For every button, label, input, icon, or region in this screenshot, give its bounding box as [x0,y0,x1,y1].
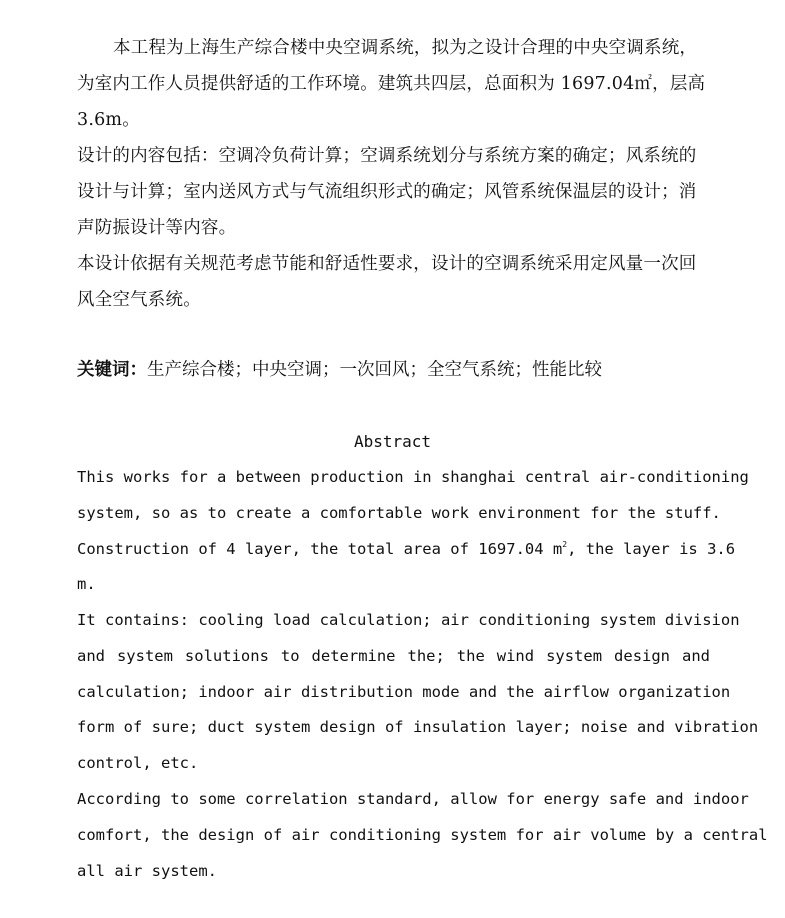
english-text-line: form of sure; duct system design of insulation layer; noise and vibration [77,718,759,737]
chinese-paragraph-basis [77,246,717,318]
chinese-text-line: 3.6m。 [77,110,140,130]
english-text-line: m. [77,575,96,594]
english-text-line: calculation; indoor air distribution mode and the airflow organization [77,682,731,701]
english-paragraph-intro [77,460,749,603]
superscript-two: 2 [562,539,568,549]
chinese-text-line: 设计的内容包括：空调冷负荷计算；空调系统划分与系统方案的确定；风系统的 [77,146,697,166]
keywords-label: 关键词： [77,360,147,380]
chinese-text-line: 设计与计算；室内送风方式与气流组织形式的确定；风管系统保温层的设计；消 [77,182,697,202]
chinese-text-line: 风全空气系统。 [77,290,201,310]
keywords-line [77,352,717,388]
chinese-paragraph-contents [77,138,717,246]
chinese-text-line: 本工程为上海生产综合楼中央空调系统，拟为之设计合理的中央空调系统， [113,38,698,58]
english-text-fragment: , the layer is 3.6 [567,539,736,558]
english-paragraph-basis [77,782,768,889]
english-text-line: and system solutions to determine the; the wind system design and [77,646,710,665]
english-text-line [77,532,736,568]
english-text-line: According to some correlation standard, allow for energy safe and indoor [77,790,749,808]
english-text-line: system, so as to create a comfortable work environment for the stuff. [77,503,721,522]
english-text-line: all air system. [77,861,217,880]
chinese-text-line: 本设计依据有关规范考虑节能和舒适性要求，设计的空调系统采用定风量一次回 [77,254,697,274]
english-text-line: control, etc. [77,754,199,773]
chinese-text-line: 声防振设计等内容。 [77,218,237,238]
english-text-line: This works for a between production in shanghai central air-conditioning [77,468,749,486]
english-text-line: comfort, the design of air conditioning system for air volume by a central [77,825,768,844]
abstract-heading: Abstract [353,432,432,451]
english-text-fragment: Construction of 4 layer, the total area of 1697.04 m [77,539,563,558]
english-text-line: It contains: cooling load calculation; air conditioning system division [77,611,740,629]
english-paragraph-contents [77,603,759,782]
chinese-text-line: 为室内工作人员提供舒适的工作环境。建筑共四层，总面积为 1697.04㎡，层高 [77,74,706,94]
chinese-paragraph-intro [77,30,717,138]
keywords-text: 生产综合楼；中央空调；一次回风；全空气系统；性能比较 [147,360,602,380]
